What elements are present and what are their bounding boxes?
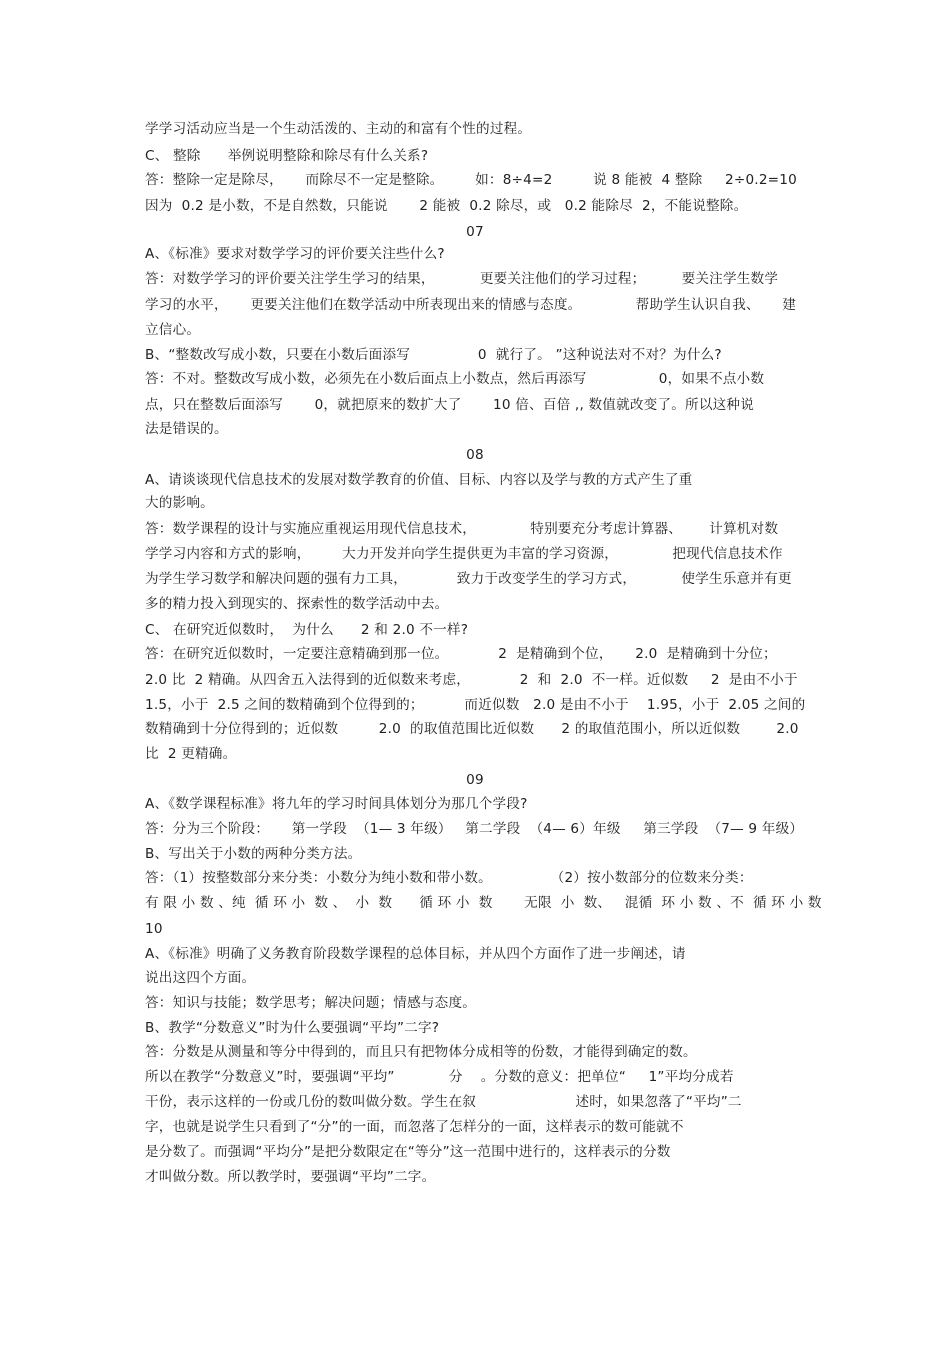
text-line: 所以在教学“分数意义”时，要强调“平均” 分 。分数的意义：把单位“ 1”平均分成若: [145, 1069, 734, 1085]
section-number: 10: [145, 921, 163, 937]
answer-line: 答：分数是从测量和等分中得到的，而且只有把物体分成相等的份数，才能得到确定的数。: [145, 1044, 697, 1060]
text-line: 大的影响。: [145, 495, 214, 511]
question-line: C、 整除 举例说明整除和除尽有什么关系?: [145, 148, 429, 164]
text-line: 数精确到十分位得到的；近似数 2.0 的取值范围比近似数 2 的取值范围小，所以近似数 2.0: [145, 721, 799, 737]
text-line: 法是错误的。: [145, 421, 228, 437]
question-line: A、《标准》明确了义务教育阶段数学课程的总体目标，并从四个方面作了进一步阐述，请: [145, 946, 686, 962]
question-line: B、教学“分数意义”时为什么要强调“平均”二字?: [145, 1020, 440, 1036]
text-line: 1.5，小于 2.5 之间的数精确到个位得到的； 而近似数 2.0 是由不小于 1.95，小于 2.05 之间的: [145, 697, 806, 713]
question-line: C、 在研究近似数时， 为什么 2 和 2.0 不一样?: [145, 622, 469, 638]
text-line: 是分数了。而强调“平均分”是把分数限定在“等分”这一范围中进行的，这样表示的分数: [145, 1144, 671, 1160]
text-line: 干份，表示这样的一份或几份的数叫做分数。学生在叙 述时，如果忽落了“平均”二: [145, 1094, 742, 1110]
text-line: 多的精力投入到现实的、探索性的数学活动中去。: [145, 596, 449, 612]
section-number: 09: [466, 772, 484, 788]
question-line: B、“整数改写成小数，只要在小数后面添写 0 就行了。 ”这种说法对不对？为什么?: [145, 347, 722, 363]
text-line: 为学生学习数学和解决问题的强有力工具， 致力于改变学生的学习方式， 使学生乐意并有更: [145, 571, 792, 587]
answer-line: 答：对数学学习的评价要关注学生学习的结果， 更要关注他们的学习过程； 要关注学生数学: [145, 271, 779, 287]
text-line: 点，只在整数后面添写 0，就把原来的数扩大了 10 倍、百倍 ,, 数值就改变了。所以这种说: [145, 397, 755, 413]
question-line: A、《标准》要求对数学学习的评价要关注些什么?: [145, 246, 445, 262]
text-line: 字，也就是说学生只看到了“分”的一面，而忽落了怎样分的一面，这样表示的数可能就不: [145, 1119, 684, 1135]
text-line: 立信心。: [145, 322, 201, 338]
text-line: 说出这四个方面。: [145, 970, 256, 986]
answer-line: 答：（1）按整数部分来分类：小数分为纯小数和带小数。 （2）按小数部分的位数来分类：: [145, 870, 753, 886]
answer-line: 答：在研究近似数时，一定要注意精确到那一位。 2 是精确到个位， 2.0 是精确到十分位；: [145, 646, 777, 662]
answer-line: 答：不对。整数改写成小数，必须先在小数后面点上小数点，然后再添写 0，如果不点小数: [145, 371, 765, 387]
answer-line: 答：分为三个阶段： 第一学段 （1— 3 年级） 第二学段 （4— 6）年级 第三学段 （7— 9 年级）: [145, 821, 804, 837]
section-number: 07: [466, 224, 484, 240]
text-line: 学学习活动应当是一个生动活泼的、主动的和富有个性的过程。: [145, 121, 532, 137]
answer-line: 答：知识与技能；数学思考；解决问题；情感与态度。: [145, 995, 477, 1011]
question-line: B、写出关于小数的两种分类方法。: [145, 846, 362, 862]
text-line: 学习的水平， 更要关注他们在数学活动中所表现出来的情感与态度。 帮助学生认识自我、 建: [145, 297, 797, 313]
question-line: A、请谈谈现代信息技术的发展对数学教育的价值、目标、内容以及学与教的方式产生了重: [145, 472, 693, 488]
text-line: 2.0 比 2 精确。从四舍五入法得到的近似数来考虑， 2 和 2.0 不一样。近似数 2 是由不小于: [145, 672, 798, 688]
text-line: 比 2 更精确。: [145, 746, 237, 762]
section-number: 08: [466, 447, 484, 463]
answer-line: 答：整除一定是除尽， 而除尽不一定是整除。 如：8÷4=2 说 8 能被 4 整除 2÷0.2=10: [145, 172, 797, 188]
text-line: 才叫做分数。所以教学时，要强调“平均”二字。: [145, 1169, 436, 1185]
text-line: 学学习内容和方式的影响， 大力开发并向学生提供更为丰富的学习资源， 把现代信息技术作: [145, 546, 783, 562]
answer-line: 答：数学课程的设计与实施应重视运用现代信息技术， 特别要充分考虑计算器、 计算机对数: [145, 521, 779, 537]
text-line: 有 限 小 数 、纯 循 环 小 数 、 小 数 循 环 小 数 无限 小 数、 混循 环 小 数 、不 循 环 小 数: [145, 895, 822, 911]
question-line: A、《数学课程标准》将九年的学习时间具体划分为那几个学段?: [145, 796, 528, 812]
text-line: 因为 0.2 是小数，不是自然数，只能说 2 能被 0.2 除尽，或 0.2 能除尽 2，不能说整除。: [145, 198, 748, 214]
